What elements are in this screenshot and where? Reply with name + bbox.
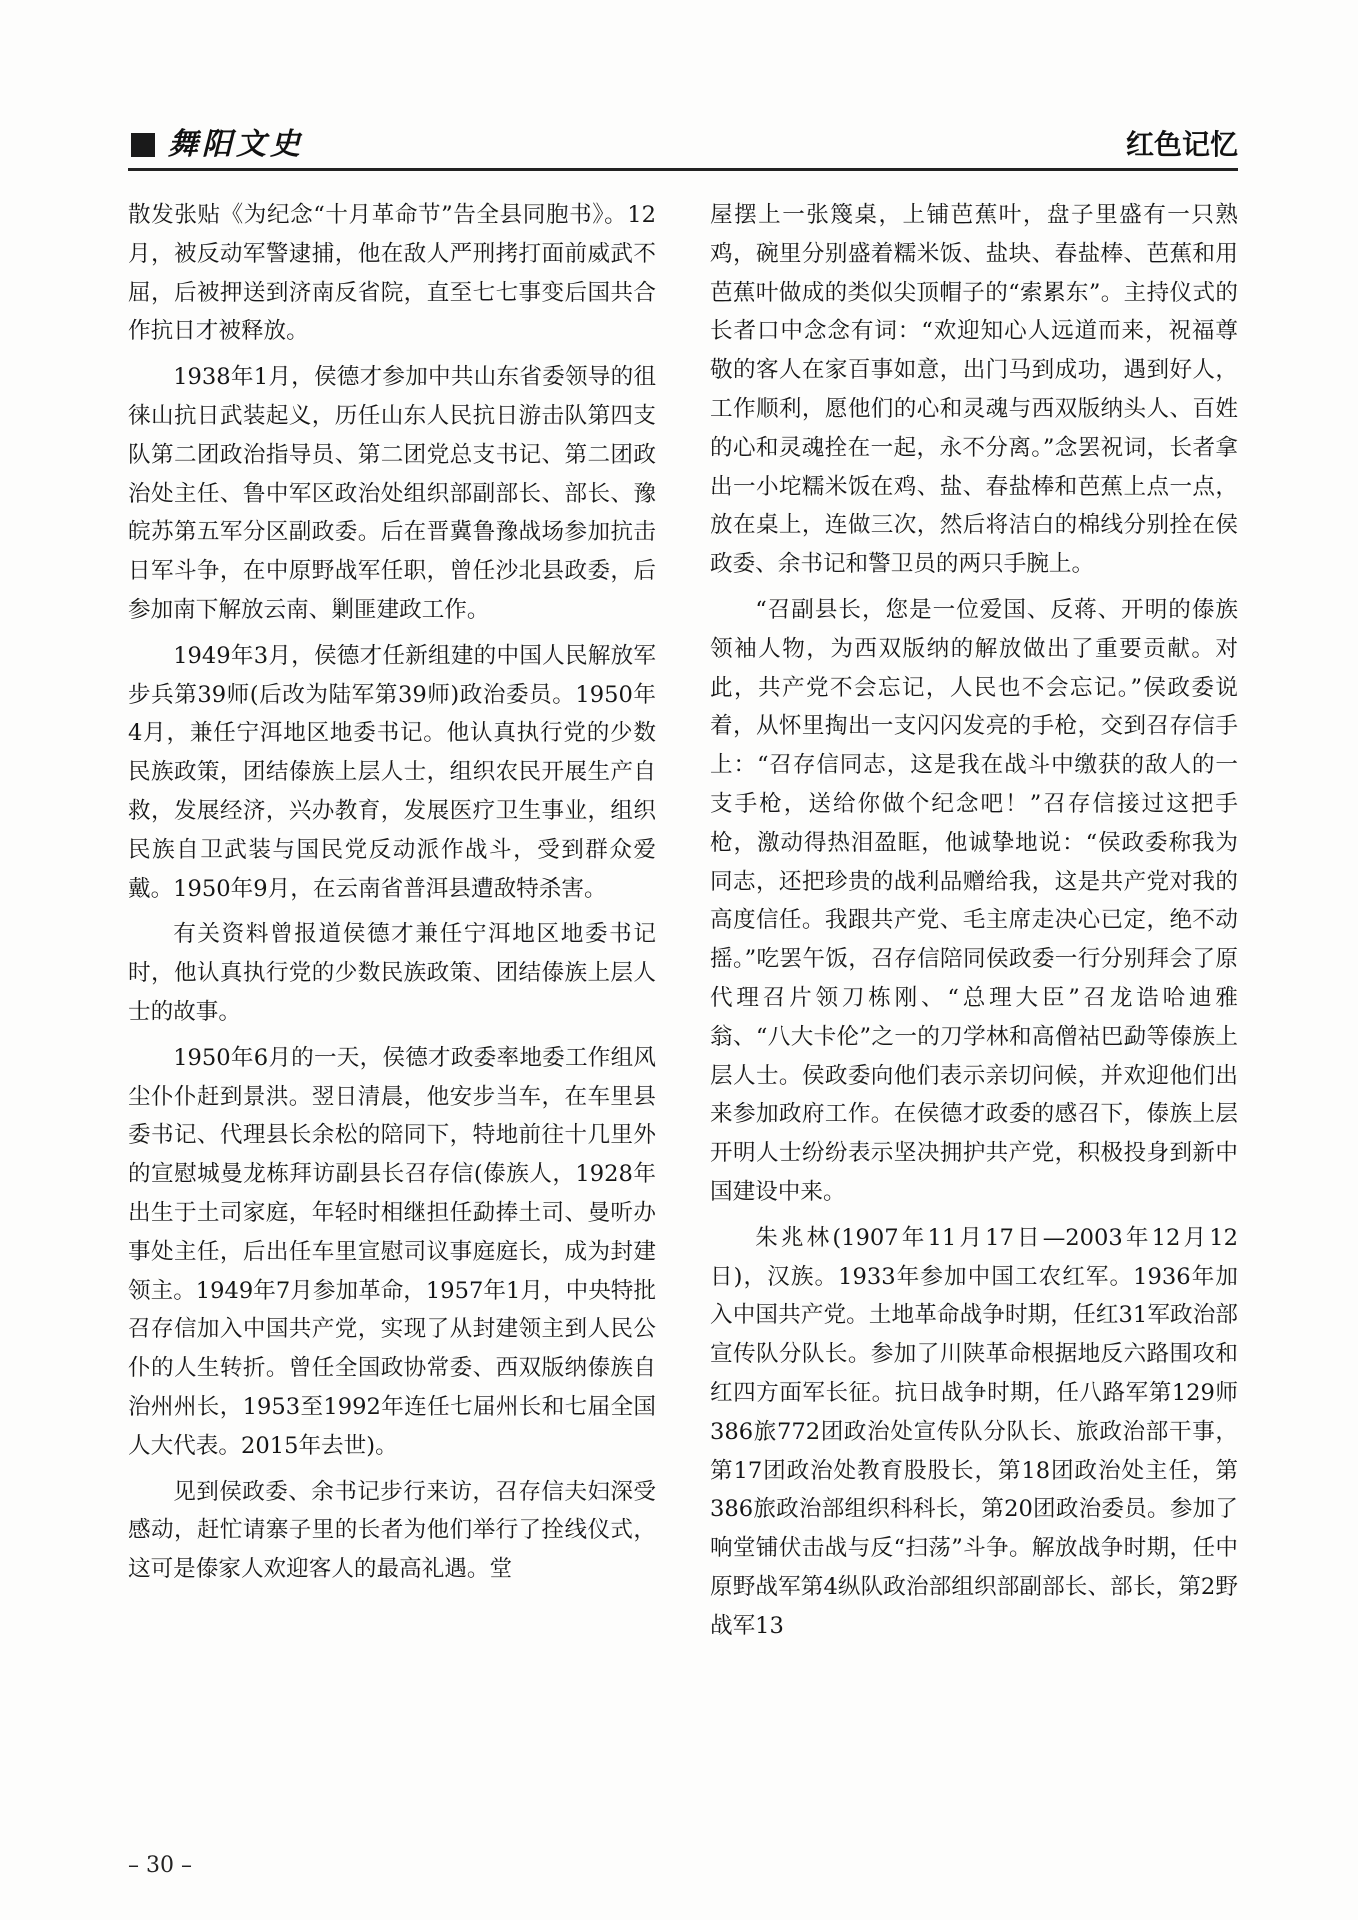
paragraph: 屋摆上一张篾桌，上铺芭蕉叶，盘子里盛有一只熟鸡，碗里分别盛着糯米饭、盐块、春盐棒、芭蕉和用芭蕉叶做成的类似尖顶帽子的“索累东”。主持仪式的长者口中念念有词：“欢迎知心人远道而来，祝福尊敬的客人在家百事如意，出门马到成功，遇到好人，工作顺利，愿他们的心和灵魂与西双版纳头人、百姓的心和灵魂拴在一起，永不分离。”念罢祝词，长者拿出一小坨糯米饭在鸡、盐、春盐棒和芭蕉上点一点，放在桌上，连做三次，然后将洁白的棉线分别拴在侯政委、余书记和警卫员的两只手腕上。 xyxy=(710,202,1238,578)
paragraph: 散发张贴《为纪念“十月革命节”告全县同胞书》。12月，被反动军警逮捕，他在敌人严刑拷打面前威武不屈，后被押送到济南反省院，直至七七事变后国共合作抗日才被释放。 xyxy=(128,202,656,345)
left-column xyxy=(128,196,656,1589)
header-square-mark xyxy=(131,133,155,157)
page-number: – 30 – xyxy=(128,1853,192,1878)
paragraph: “召副县长，您是一位爱国、反蒋、开明的傣族领袖人物，为西双版纳的解放做出了重要贡献。对此，共产党不会忘记，人民也不会忘记。”侯政委说着，从怀里掏出一支闪闪发亮的手枪，交到召存信手上：“召存信同志，这是我在战斗中缴获的敌人的一支手枪，送给你做个纪念吧！”召存信接过这把手枪，激动得热泪盈眶，他诚挚地说：“侯政委称我为同志，还把珍贵的战利品赠给我，这是共产党对我的高度信任。我跟共产党、毛主席走决心已定，绝不动摇。”吃罢午饭，召存信陪同侯政委一行分别拜会了原代理召片领刀栋刚、“总理大臣”召龙诰哈迪雅翁、“八大卡伦”之一的刀学林和高僧祜巴勐等傣族上层人士。侯政委向他们表示亲切问候，并欢迎他们出来参加政府工作。在侯德才政委的感召下，傣族上层开明人士纷纷表示坚决拥护共产党，积极投身到新中国建设中来。 xyxy=(710,596,1238,1205)
running-header xyxy=(128,125,1238,165)
paragraph: 朱兆林(1907年11月17日—2003年12月12日)，汉族。1933年参加中国工农红军。1936年加入中国共产党。土地革命战争时期，任红31军政治部宣传队分队长。参加了川陕革命根据地反六路围攻和红四方面军长征。抗日战争时期，任八路军第129师386旅772团政治处宣传队分队长、旅政治部干事，第17团政治处教育股股长，第18团政治处主任，第386旅政治部组织科科长，第20团政治委员。参加了响堂铺伏击战与反“扫荡”斗争。解放战争时期，任中原野战军第4纵队政治部组织部副部长、部长，第2野战军13 xyxy=(710,1224,1238,1639)
publication-title: 舞阳文史 xyxy=(168,127,304,162)
paragraph: 1950年6月的一天，侯德才政委率地委工作组风尘仆仆赶到景洪。翌日清晨，他安步当车，在车里县委书记、代理县长余松的陪同下，特地前往十几里外的宣慰城曼龙栋拜访副县长召存信(傣族人，1928年出生于土司家庭，年轻时相继担任勐捧土司、曼听办事处主任，后出任车里宣慰司议事庭庭长，成为封建领主。1949年7月参加革命，1957年1月，中央特批召存信加入中国共产党，实现了从封建领主到人民公仆的人生转折。曾任全国政协常委、西双版纳傣族自治州州长，1953至1992年连任七届州长和七届全国人大代表。2015年去世)。 xyxy=(128,1044,656,1459)
section-title: 红色记忆 xyxy=(1125,128,1238,161)
paragraph: 1938年1月，侯德才参加中共山东省委领导的徂徕山抗日武装起义，历任山东人民抗日游击队第四支队第二团政治指导员、第二团党总支书记、第二团政治处主任、鲁中军区政治处组织部副部长、部长、豫皖苏第五军分区副政委。后在晋冀鲁豫战场参加抗击日军斗争，在中原野战军任职，曾任沙北县政委，后参加南下解放云南、剿匪建政工作。 xyxy=(128,364,656,623)
right-column xyxy=(710,196,1238,1645)
paragraph: 1949年3月，侯德才任新组建的中国人民解放军步兵第39师(后改为陆军第39师)政治委员。1950年4月，兼任宁洱地区地委书记。他认真执行党的少数民族政策，团结傣族上层人士，组织农民开展生产自救，发展经济，兴办教育，发展医疗卫生事业，组织民族自卫武装与国民党反动派作战斗，受到群众爱戴。1950年9月，在云南省普洱县遭敌特杀害。 xyxy=(128,642,656,902)
header-rule xyxy=(128,168,1238,171)
paragraph: 有关资料曾报道侯德才兼任宁洱地区地委书记时，他认真执行党的少数民族政策、团结傣族上层人士的故事。 xyxy=(128,921,656,1025)
paragraph: 见到侯政委、余书记步行来访，召存信夫妇深受感动，赶忙请寨子里的长者为他们举行了拴线仪式，这可是傣家人欢迎客人的最高礼遇。堂 xyxy=(128,1478,656,1583)
